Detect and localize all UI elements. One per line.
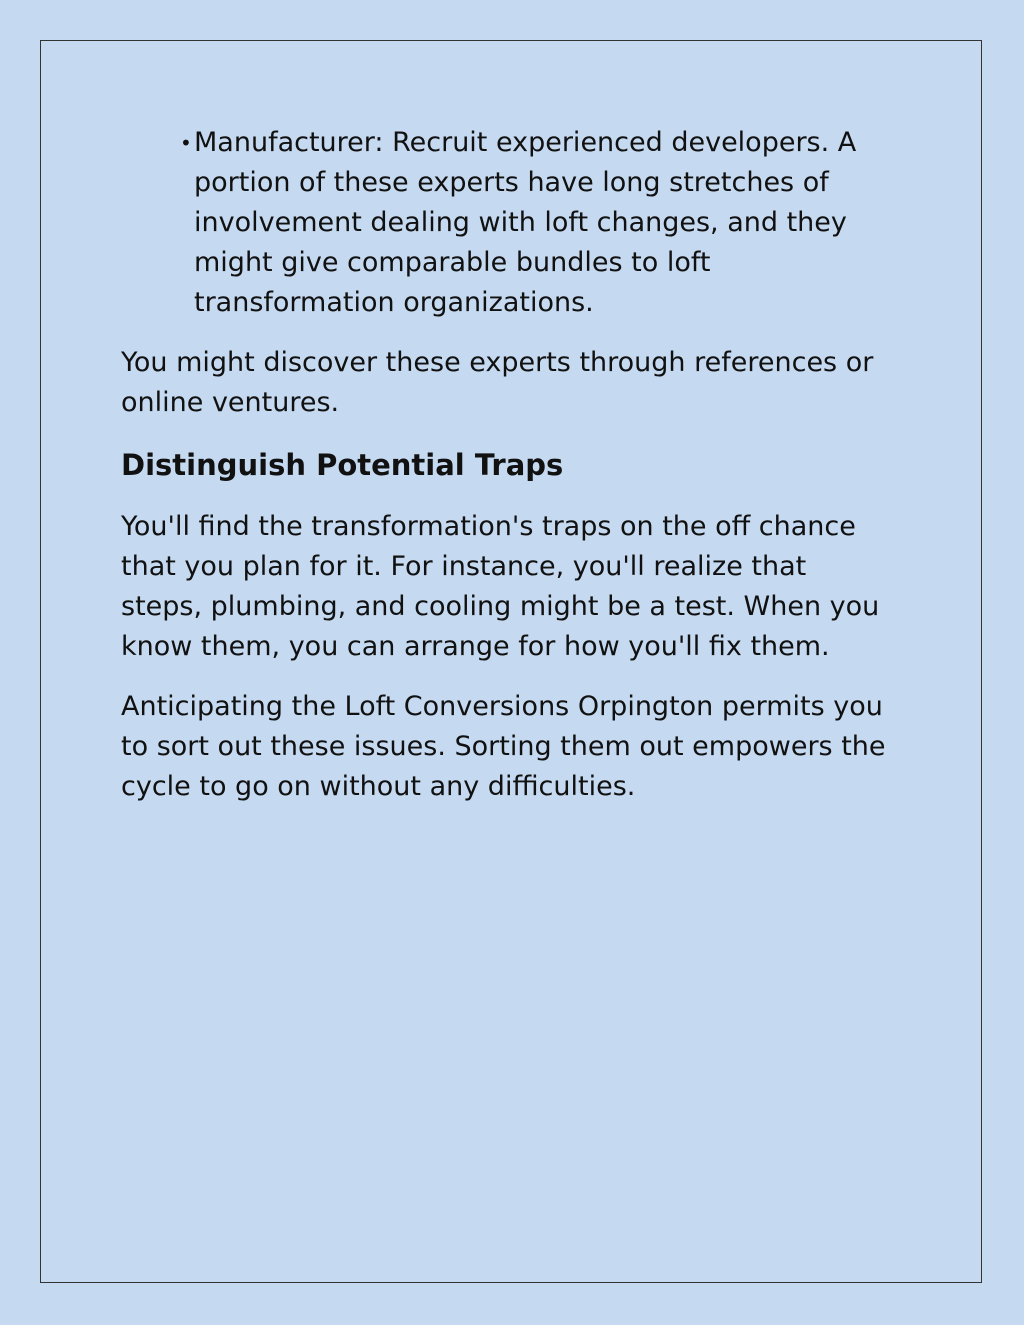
- paragraph-traps: You'll find the transformation's traps on the off chance that you plan for it. For instance, you'll realize that steps, plumbing, and cooling might be a test. When you know them, you can arrange for how you'll fix them.: [121, 511, 880, 662]
- section-heading: Distinguish Potential Traps: [121, 448, 564, 482]
- paragraph-anticipating: Anticipating the Loft Conversions Orpington permits you to sort out these issues. Sorting them out empowers the cycle to go on without any difficulties.: [121, 691, 886, 802]
- bullet-item-text: Manufacturer: Recruit experienced developers. A portion of these experts have long stretches of involvement dealing with loft changes, and they might give comparable bundles to loft transformation organizations.: [194, 127, 857, 318]
- bullet-list-item: [180, 123, 894, 323]
- bullet-icon: •: [180, 131, 192, 155]
- paragraph-references: You might discover these experts through references or online ventures.: [121, 347, 874, 418]
- document-content: [121, 123, 891, 827]
